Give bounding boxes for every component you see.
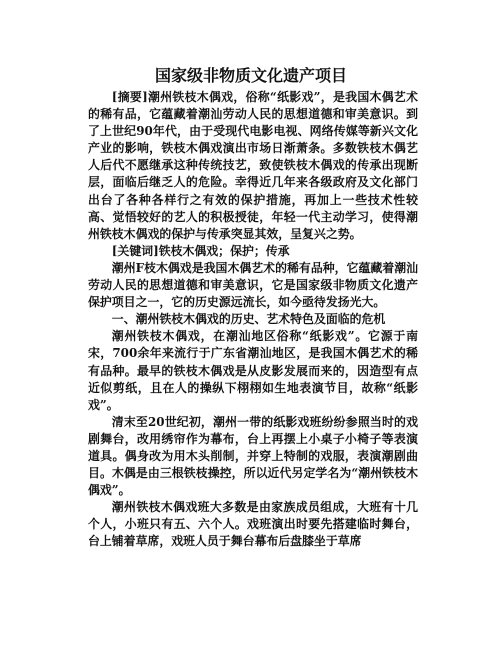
- body-paragraph: 清末至20世纪初，潮州一带的纸影戏班纷纷参照当时的戏剧舞台，改用绣帘作为幕布，台上再摆上小桌子小椅子等表演道具。偶身改为用木头削制，并穿上特制的戏服，表演潮剧曲目。木偶是由三根铁枝操控，所以近代另定学名为“潮州铁枝木偶戏”。: [88, 414, 418, 498]
- document-body: [88, 89, 418, 551]
- intro-paragraph: 潮州F枝木偶戏是我国木偶艺术的稀有品种，它蕴藏着潮汕劳动人民的思想道德和审美意识，它是国家级非物质文化遗产保护项目之一，它的历史源远流长，如今亟待发扬光大。: [88, 260, 418, 310]
- body-paragraph: 潮州铁枝木偶戏，在潮汕地区俗称“纸影戏”。它源于南宋，700余年来流行于广东省潮汕地区，是我国木偶艺术的稀有品种。最早的铁枝木偶戏是从皮影发展而来的，因造型有点近似剪纸，且在人的操纵下栩栩如生地表演节目，故称“纸影戏”。: [88, 329, 418, 412]
- keywords-paragraph: [关键词]铁枝木偶戏；保护；传承: [111, 243, 290, 258]
- document-title: 国家级非物质文化遗产项目: [154, 66, 347, 85]
- abstract-paragraph: [摘要]潮州铁枝木偶戏，俗称“纸影戏”，是我国木偶艺术的稀有品，它蕴藏着潮汕劳动人民的思想道德和审美意识。到了上世纪90年代，由于受现代电影电视、网络传媒等新兴文化产业的影响，铁枝木偶戏演出市场日渐萧条。多数铁枝木偶艺人后代不愿继承这种传统技艺，致使铁枝木偶戏的传承出现断层，面临后继乏人的危险。幸得近几年来各级政府及文化部门出台了各种各样行之有效的保护措施，再加上一些技术性较高、觉悟较好的艺人的积极授徒，年轻一代主动学习，使得潮州铁枝木偶戏的保护与传承突显其效，呈复兴之势。: [88, 90, 418, 241]
- body-paragraph: 潮州铁枝木偶戏班大多数是由家族成员组成，大班有十几个人，小班只有五、六个人。戏班演出时要先搭建临时舞台，台上铺着草席，戏班人员于舞台幕布后盘膝坐于草席: [88, 500, 418, 549]
- section-heading: 一、潮州铁枝木偶戏的历史、艺术特色及面临的危机: [111, 312, 386, 327]
